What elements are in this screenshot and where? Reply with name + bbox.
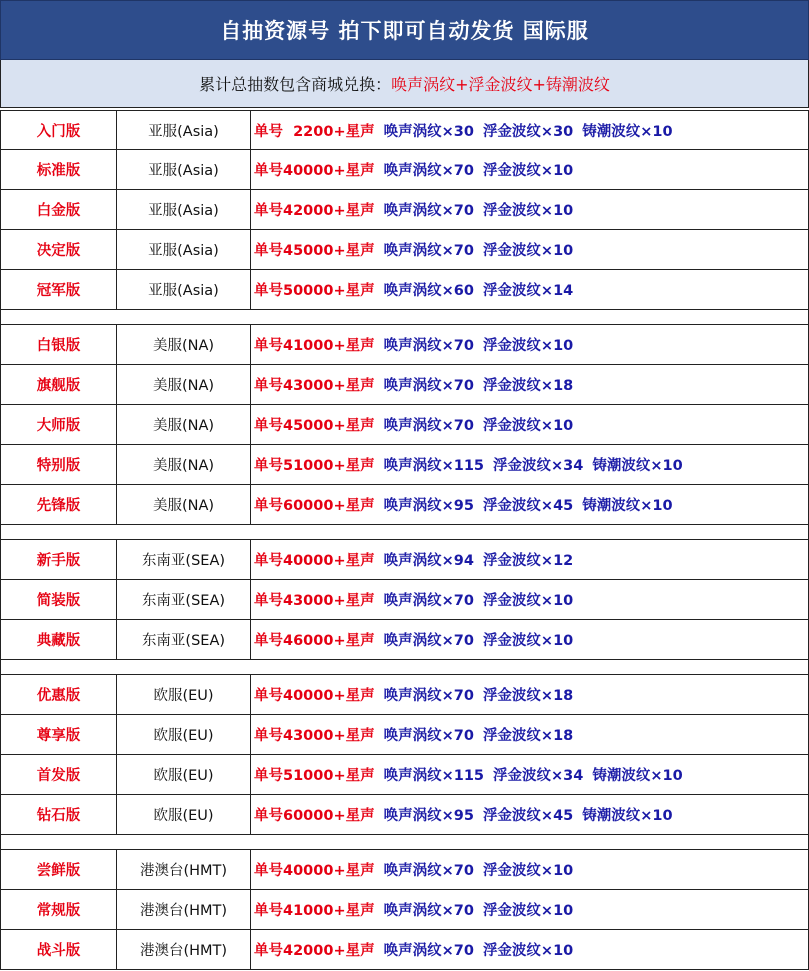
item-count: 浮金波纹×18 (482, 378, 574, 394)
edition-contents (251, 190, 808, 229)
price-label: 单号46000+星声 (254, 633, 375, 649)
server-region: 美服(NA) (117, 365, 251, 404)
item-count: 唤声涡纹×70 (383, 163, 474, 179)
table-row (0, 675, 809, 715)
edition-name: 典藏版 (1, 620, 117, 659)
table-row (0, 715, 809, 755)
table-row (0, 230, 809, 270)
item-count: 唤声涡纹×95 (383, 498, 474, 514)
edition-contents (251, 620, 808, 659)
item-count: 浮金波纹×10 (482, 863, 574, 879)
item-count: 铸潮波纹×10 (592, 768, 683, 784)
item-count: 唤声涡纹×70 (383, 863, 474, 879)
edition-name: 尝鲜版 (1, 850, 117, 889)
server-region: 港澳台(HMT) (117, 850, 251, 889)
table-row (0, 930, 809, 970)
server-region: 亚服(Asia) (117, 111, 251, 149)
table-row (0, 325, 809, 365)
edition-contents (251, 890, 808, 929)
item-count: 唤声涡纹×30 (383, 123, 474, 140)
edition-name: 冠军版 (1, 270, 117, 309)
edition-name: 新手版 (1, 540, 117, 579)
page-title: 自抽资源号 拍下即可自动发货 国际服 (0, 0, 809, 60)
server-region: 东南亚(SEA) (117, 540, 251, 579)
item-count: 唤声涡纹×60 (383, 283, 474, 299)
price-label: 单号41000+星声 (254, 903, 375, 919)
edition-contents (251, 675, 808, 714)
item-count: 浮金波纹×10 (482, 418, 574, 434)
table-row (0, 755, 809, 795)
item-count: 唤声涡纹×70 (383, 593, 474, 609)
table-row (0, 620, 809, 660)
price-label: 单号43000+星声 (254, 728, 375, 744)
edition-name: 白银版 (1, 325, 117, 364)
table-row (0, 190, 809, 230)
price-label: 单号40000+星声 (254, 863, 375, 879)
item-count: 唤声涡纹×70 (383, 418, 474, 434)
edition-name: 战斗版 (1, 930, 117, 969)
edition-name: 常规版 (1, 890, 117, 929)
server-region: 美服(NA) (117, 325, 251, 364)
server-region: 亚服(Asia) (117, 270, 251, 309)
table-row (0, 850, 809, 890)
table-row (0, 445, 809, 485)
item-count: 唤声涡纹×70 (383, 903, 474, 919)
item-count: 铸潮波纹×10 (582, 123, 673, 140)
table-row (0, 540, 809, 580)
price-label: 单号60000+星声 (254, 808, 375, 824)
edition-contents (251, 755, 808, 794)
subheader-label: 累计总抽数包含商城兑换： (199, 75, 392, 94)
edition-contents (251, 715, 808, 754)
edition-contents (251, 270, 808, 309)
item-count: 浮金波纹×10 (482, 243, 574, 259)
item-count: 浮金波纹×34 (493, 458, 584, 474)
price-label: 单号43000+星声 (254, 378, 375, 394)
server-region: 港澳台(HMT) (117, 930, 251, 969)
price-label: 单号40000+星声 (254, 553, 375, 569)
group-separator (0, 835, 809, 850)
server-region: 东南亚(SEA) (117, 620, 251, 659)
group-separator (0, 660, 809, 675)
price-label: 单号60000+星声 (254, 498, 375, 514)
table-row (0, 485, 809, 525)
item-count: 浮金波纹×14 (482, 283, 574, 299)
edition-name: 优惠版 (1, 675, 117, 714)
item-count: 浮金波纹×10 (482, 593, 574, 609)
price-label: 单号42000+星声 (254, 943, 375, 959)
edition-name: 先锋版 (1, 485, 117, 524)
item-count: 唤声涡纹×70 (383, 338, 474, 354)
item-count: 铸潮波纹×10 (582, 808, 673, 824)
price-label: 单号45000+星声 (254, 243, 375, 259)
item-count: 浮金波纹×12 (482, 553, 574, 569)
edition-contents (251, 795, 808, 834)
edition-contents (251, 580, 808, 619)
edition-contents (251, 111, 808, 149)
table-row (0, 795, 809, 835)
edition-name: 特别版 (1, 445, 117, 484)
server-region: 欧服(EU) (117, 755, 251, 794)
edition-name: 大师版 (1, 405, 117, 444)
edition-contents (251, 365, 808, 404)
price-label: 单号51000+星声 (254, 768, 375, 784)
edition-contents (251, 405, 808, 444)
server-region: 东南亚(SEA) (117, 580, 251, 619)
item-count: 浮金波纹×10 (482, 163, 574, 179)
edition-name: 白金版 (1, 190, 117, 229)
edition-contents (251, 930, 808, 969)
edition-name: 简装版 (1, 580, 117, 619)
table-row (0, 890, 809, 930)
item-count: 浮金波纹×10 (482, 203, 574, 219)
edition-contents (251, 445, 808, 484)
server-region: 欧服(EU) (117, 675, 251, 714)
edition-contents (251, 540, 808, 579)
subheader (0, 60, 809, 108)
item-count: 浮金波纹×18 (482, 688, 574, 704)
price-label: 单号43000+星声 (254, 593, 375, 609)
edition-contents (251, 230, 808, 269)
server-region: 欧服(EU) (117, 795, 251, 834)
edition-name: 旗舰版 (1, 365, 117, 404)
item-count: 唤声涡纹×70 (383, 943, 474, 959)
edition-contents (251, 150, 808, 189)
item-count: 唤声涡纹×70 (383, 203, 474, 219)
table-row (0, 365, 809, 405)
edition-name: 标准版 (1, 150, 117, 189)
price-label: 单号 2200+星声 (254, 123, 375, 140)
edition-name: 钻石版 (1, 795, 117, 834)
edition-contents (251, 485, 808, 524)
table-row (0, 405, 809, 445)
price-label: 单号40000+星声 (254, 688, 375, 704)
server-region: 亚服(Asia) (117, 150, 251, 189)
server-region: 港澳台(HMT) (117, 890, 251, 929)
item-count: 唤声涡纹×94 (383, 553, 474, 569)
item-count: 唤声涡纹×70 (383, 633, 474, 649)
item-count: 唤声涡纹×70 (383, 243, 474, 259)
item-count: 唤声涡纹×95 (383, 808, 474, 824)
group-separator (0, 310, 809, 325)
server-region: 美服(NA) (117, 445, 251, 484)
server-region: 欧服(EU) (117, 715, 251, 754)
table-row (0, 110, 809, 150)
item-count: 浮金波纹×34 (493, 768, 584, 784)
item-count: 浮金波纹×10 (482, 338, 574, 354)
server-region: 亚服(Asia) (117, 190, 251, 229)
edition-name: 入门版 (1, 111, 117, 149)
item-count: 唤声涡纹×115 (383, 768, 485, 784)
item-count: 唤声涡纹×70 (383, 688, 474, 704)
group-separator (0, 525, 809, 540)
edition-name: 决定版 (1, 230, 117, 269)
table-row (0, 150, 809, 190)
price-label: 单号41000+星声 (254, 338, 375, 354)
item-count: 唤声涡纹×70 (383, 728, 474, 744)
item-count: 浮金波纹×10 (482, 943, 574, 959)
table-row (0, 580, 809, 620)
item-count: 浮金波纹×10 (482, 633, 574, 649)
edition-name: 首发版 (1, 755, 117, 794)
item-count: 浮金波纹×18 (482, 728, 574, 744)
server-region: 美服(NA) (117, 485, 251, 524)
item-count: 唤声涡纹×115 (383, 458, 485, 474)
item-count: 唤声涡纹×70 (383, 378, 474, 394)
price-label: 单号45000+星声 (254, 418, 375, 434)
item-count: 铸潮波纹×10 (592, 458, 683, 474)
price-label: 单号40000+星声 (254, 163, 375, 179)
table-row (0, 270, 809, 310)
item-count: 浮金波纹×10 (482, 903, 574, 919)
item-count: 浮金波纹×45 (482, 808, 574, 824)
subheader-highlight: 唤声涡纹+浮金波纹+铸潮波纹 (391, 75, 610, 94)
edition-contents (251, 325, 808, 364)
edition-name: 尊享版 (1, 715, 117, 754)
item-count: 铸潮波纹×10 (582, 498, 673, 514)
item-count: 浮金波纹×45 (482, 498, 574, 514)
server-region: 亚服(Asia) (117, 230, 251, 269)
server-region: 美服(NA) (117, 405, 251, 444)
price-label: 单号50000+星声 (254, 283, 375, 299)
edition-contents (251, 850, 808, 889)
item-count: 浮金波纹×30 (482, 123, 574, 140)
price-label: 单号51000+星声 (254, 458, 375, 474)
price-label: 单号42000+星声 (254, 203, 375, 219)
